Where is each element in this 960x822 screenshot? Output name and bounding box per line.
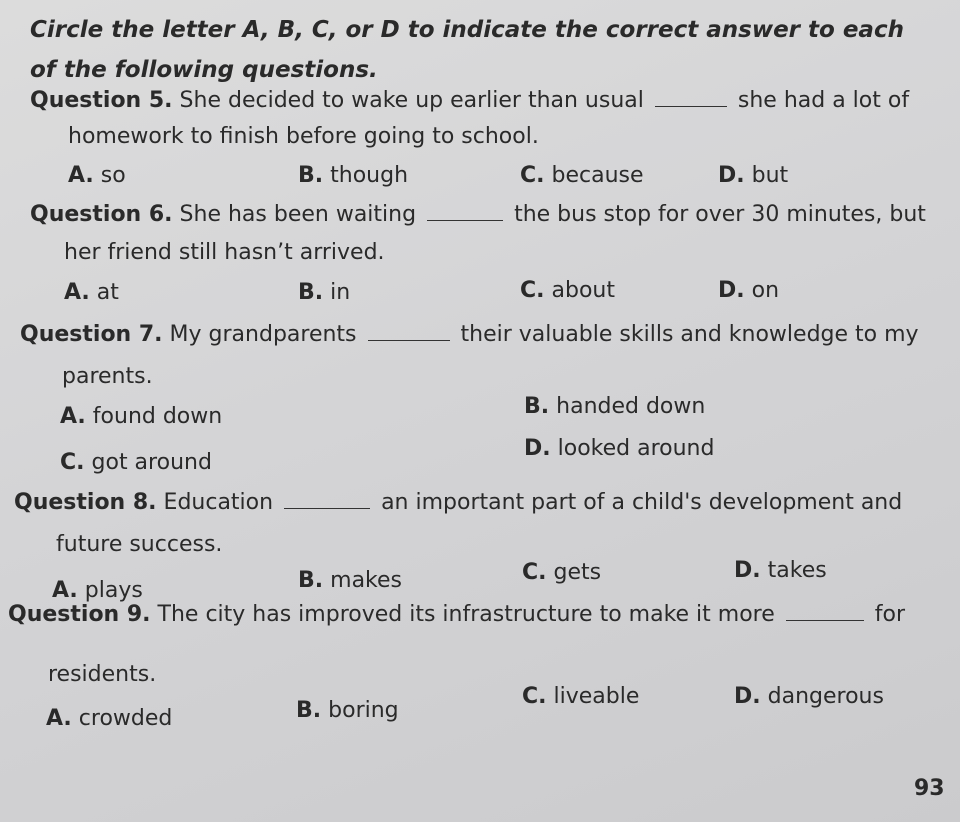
option-text: on — [751, 278, 780, 303]
option-text: boring — [328, 698, 399, 723]
option-text: liveable — [553, 684, 640, 709]
question-text-before: Education — [163, 490, 274, 515]
option-b[interactable] — [296, 698, 399, 723]
option-letter: C. — [520, 163, 545, 188]
question-text-before: She decided to wake up earlier than usual — [179, 88, 644, 113]
option-text: looked around — [557, 436, 715, 461]
question-text-after: the bus stop for over 30 minutes, but — [514, 202, 926, 227]
option-text: because — [551, 163, 644, 188]
answer-blank — [655, 88, 727, 107]
answer-blank — [427, 202, 503, 221]
option-text: dangerous — [767, 684, 884, 709]
option-text: takes — [767, 558, 827, 583]
question-label: Question 7. — [20, 322, 163, 347]
option-b[interactable] — [298, 280, 350, 305]
option-letter: B. — [298, 568, 324, 593]
option-text: handed down — [556, 394, 706, 419]
option-letter: A. — [46, 706, 72, 731]
option-b[interactable] — [524, 394, 705, 419]
option-letter: C. — [60, 450, 85, 475]
question-text-before: The city has improved its infrastructure to make it more — [157, 602, 775, 627]
option-letter: B. — [296, 698, 322, 723]
question-7-line-2: parents. — [62, 364, 153, 389]
option-letter: B. — [298, 163, 324, 188]
option-letter: A. — [52, 578, 78, 603]
option-letter: D. — [524, 436, 551, 461]
question-8-line-2: future success. — [56, 532, 223, 557]
option-letter: D. — [718, 278, 745, 303]
question-9-line-1 — [8, 602, 905, 627]
question-label: Question 8. — [14, 490, 157, 515]
option-letter: C. — [522, 560, 547, 585]
question-label: Question 6. — [30, 202, 173, 227]
option-letter: A. — [60, 404, 86, 429]
option-text: gets — [553, 560, 602, 585]
answer-blank — [284, 490, 370, 509]
question-text-before: My grandparents — [169, 322, 357, 347]
question-6-line-1 — [30, 202, 926, 227]
option-d[interactable] — [524, 436, 714, 461]
option-text: about — [551, 278, 615, 303]
answer-blank — [786, 602, 864, 621]
option-a[interactable] — [68, 163, 126, 188]
option-c[interactable] — [522, 560, 601, 585]
question-text-after: for — [874, 602, 906, 627]
option-c[interactable] — [520, 163, 644, 188]
option-text: got around — [91, 450, 212, 475]
option-text: but — [751, 163, 789, 188]
option-letter: A. — [68, 163, 94, 188]
page-number: 93 — [914, 776, 945, 801]
option-text: in — [330, 280, 351, 305]
option-b[interactable] — [298, 163, 408, 188]
instruction-text: Circle the letter A, B, C, or D to indicate the correct answer to each of the following questions. — [30, 17, 904, 83]
option-text: at — [96, 280, 119, 305]
option-text: plays — [84, 578, 143, 603]
option-text: so — [100, 163, 126, 188]
option-d[interactable] — [718, 278, 779, 303]
question-8-line-1 — [14, 490, 902, 515]
question-label: Question 9. — [8, 602, 151, 627]
option-letter: D. — [734, 684, 761, 709]
option-letter: B. — [298, 280, 324, 305]
question-text-after: an important part of a child's development and — [381, 490, 903, 515]
question-5-line-2: homework to finish before going to school. — [68, 124, 539, 149]
option-a[interactable] — [60, 404, 222, 429]
question-7-line-1 — [20, 322, 919, 347]
option-letter: B. — [524, 394, 550, 419]
option-b[interactable] — [298, 568, 402, 593]
option-letter: A. — [64, 280, 90, 305]
option-text: found down — [92, 404, 223, 429]
answer-blank — [368, 322, 450, 341]
question-5-line-1 — [30, 88, 909, 113]
option-c[interactable] — [522, 684, 639, 709]
option-d[interactable] — [718, 163, 788, 188]
option-letter: C. — [520, 278, 545, 303]
question-text-after: she had a lot of — [737, 88, 910, 113]
question-text-after: their valuable skills and knowledge to my — [460, 322, 919, 347]
option-a[interactable] — [52, 578, 143, 603]
option-letter: D. — [718, 163, 745, 188]
option-a[interactable] — [64, 280, 119, 305]
option-text: makes — [330, 568, 403, 593]
question-label: Question 5. — [30, 88, 173, 113]
option-c[interactable] — [520, 278, 615, 303]
option-text: though — [330, 163, 409, 188]
option-d[interactable] — [734, 684, 884, 709]
option-c[interactable] — [60, 450, 212, 475]
option-a[interactable] — [46, 706, 172, 731]
question-9-line-2: residents. — [48, 662, 157, 687]
option-letter: C. — [522, 684, 547, 709]
option-text: crowded — [78, 706, 173, 731]
question-6-line-2: her friend still hasn’t arrived. — [64, 240, 385, 265]
question-text-before: She has been waiting — [179, 202, 417, 227]
option-d[interactable] — [734, 558, 827, 583]
option-letter: D. — [734, 558, 761, 583]
